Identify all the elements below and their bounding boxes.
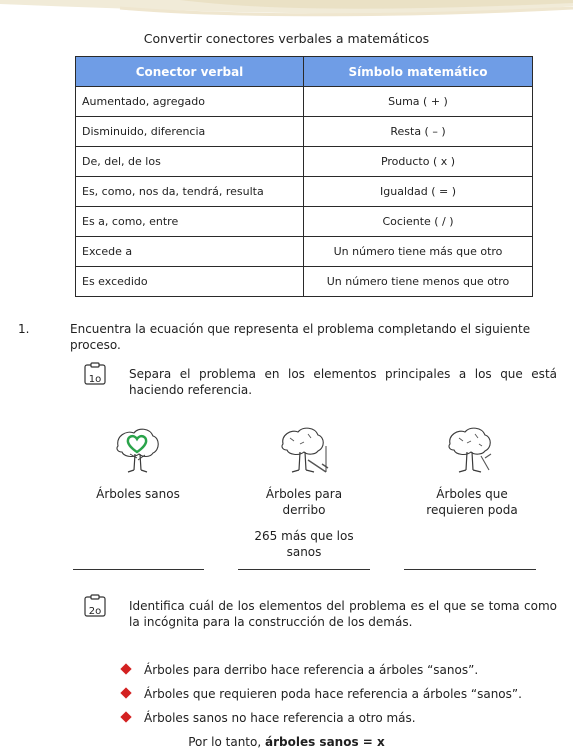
tree-label-felling: Árboles para derribo: [265, 487, 343, 517]
question-text: Encuentra la ecuación que representa el problema completando el siguiente proceso.: [70, 322, 531, 352]
connector-cell: Es excedido: [76, 267, 304, 297]
tree-label-pruning: Árboles que requieren poda: [426, 487, 518, 517]
symbol-cell: Igualdad ( = ): [304, 177, 533, 207]
list-item-text: Árboles sanos no hace referencia a otro más.: [144, 711, 416, 725]
table-row: [76, 117, 533, 147]
diamond-bullet-icon: [120, 711, 131, 722]
answer-blank: [404, 569, 536, 570]
tree-note-felling: 265 más que los sanos: [254, 529, 354, 559]
list-item-text: Árboles que requieren poda hace referencia a árboles “sanos”.: [144, 687, 522, 701]
tree-felling-icon: [278, 424, 330, 474]
answer-blank: [238, 569, 370, 570]
page-title: Convertir conectores verbales a matemáticos: [143, 31, 430, 46]
tree-healthy-icon: [112, 424, 162, 474]
step-1-text: Separa el problema en los elementos principales a los que está haciendo referencia.: [129, 367, 557, 397]
connector-cell: Es, como, nos da, tendrá, resulta: [76, 177, 304, 207]
tree-pruning-icon: [445, 424, 495, 474]
step-2-text: Identifica cuál de los elementos del problema es el que se toma como la incógnita para la construcción de los demás.: [129, 599, 557, 629]
conclusion-prefix: Por lo tanto,: [188, 735, 262, 749]
diamond-bullet-icon: [120, 687, 131, 698]
symbol-cell: Cociente ( / ): [304, 207, 533, 237]
answer-blank: [73, 569, 204, 570]
symbol-cell: Un número tiene más que otro: [304, 237, 533, 267]
header-decoration: [0, 0, 573, 30]
step-2-badge: 2o: [88, 606, 102, 617]
table-row: [76, 147, 533, 177]
symbol-cell: Un número tiene menos que otro: [304, 267, 533, 297]
table-row: [76, 87, 533, 117]
conclusion-equation: árboles sanos = x: [265, 735, 385, 749]
table-row: [76, 177, 533, 207]
table-row: [76, 237, 533, 267]
table-row: [76, 207, 533, 237]
connector-cell: Disminuido, diferencia: [76, 117, 304, 147]
connectors-table: [75, 56, 533, 297]
symbol-cell: Producto ( x ): [304, 147, 533, 177]
symbol-cell: Resta ( – ): [304, 117, 533, 147]
connector-cell: Aumentado, agregado: [76, 87, 304, 117]
tree-label-healthy: Árboles sanos: [96, 487, 180, 501]
question-number: 1.: [18, 322, 30, 336]
connector-cell: De, del, de los: [76, 147, 304, 177]
table-row: [76, 267, 533, 297]
header-connector: Conector verbal: [76, 57, 304, 87]
connector-cell: Es a, como, entre: [76, 207, 304, 237]
list-item-text: Árboles para derribo hace referencia a árboles “sanos”.: [144, 663, 479, 677]
table-header-row: [76, 57, 533, 87]
diamond-bullet-icon: [120, 663, 131, 674]
conclusion: [0, 735, 573, 749]
step-1-badge: 1o: [88, 374, 102, 385]
header-symbol: Símbolo matemático: [304, 57, 533, 87]
connector-cell: Excede a: [76, 237, 304, 267]
symbol-cell: Suma ( + ): [304, 87, 533, 117]
